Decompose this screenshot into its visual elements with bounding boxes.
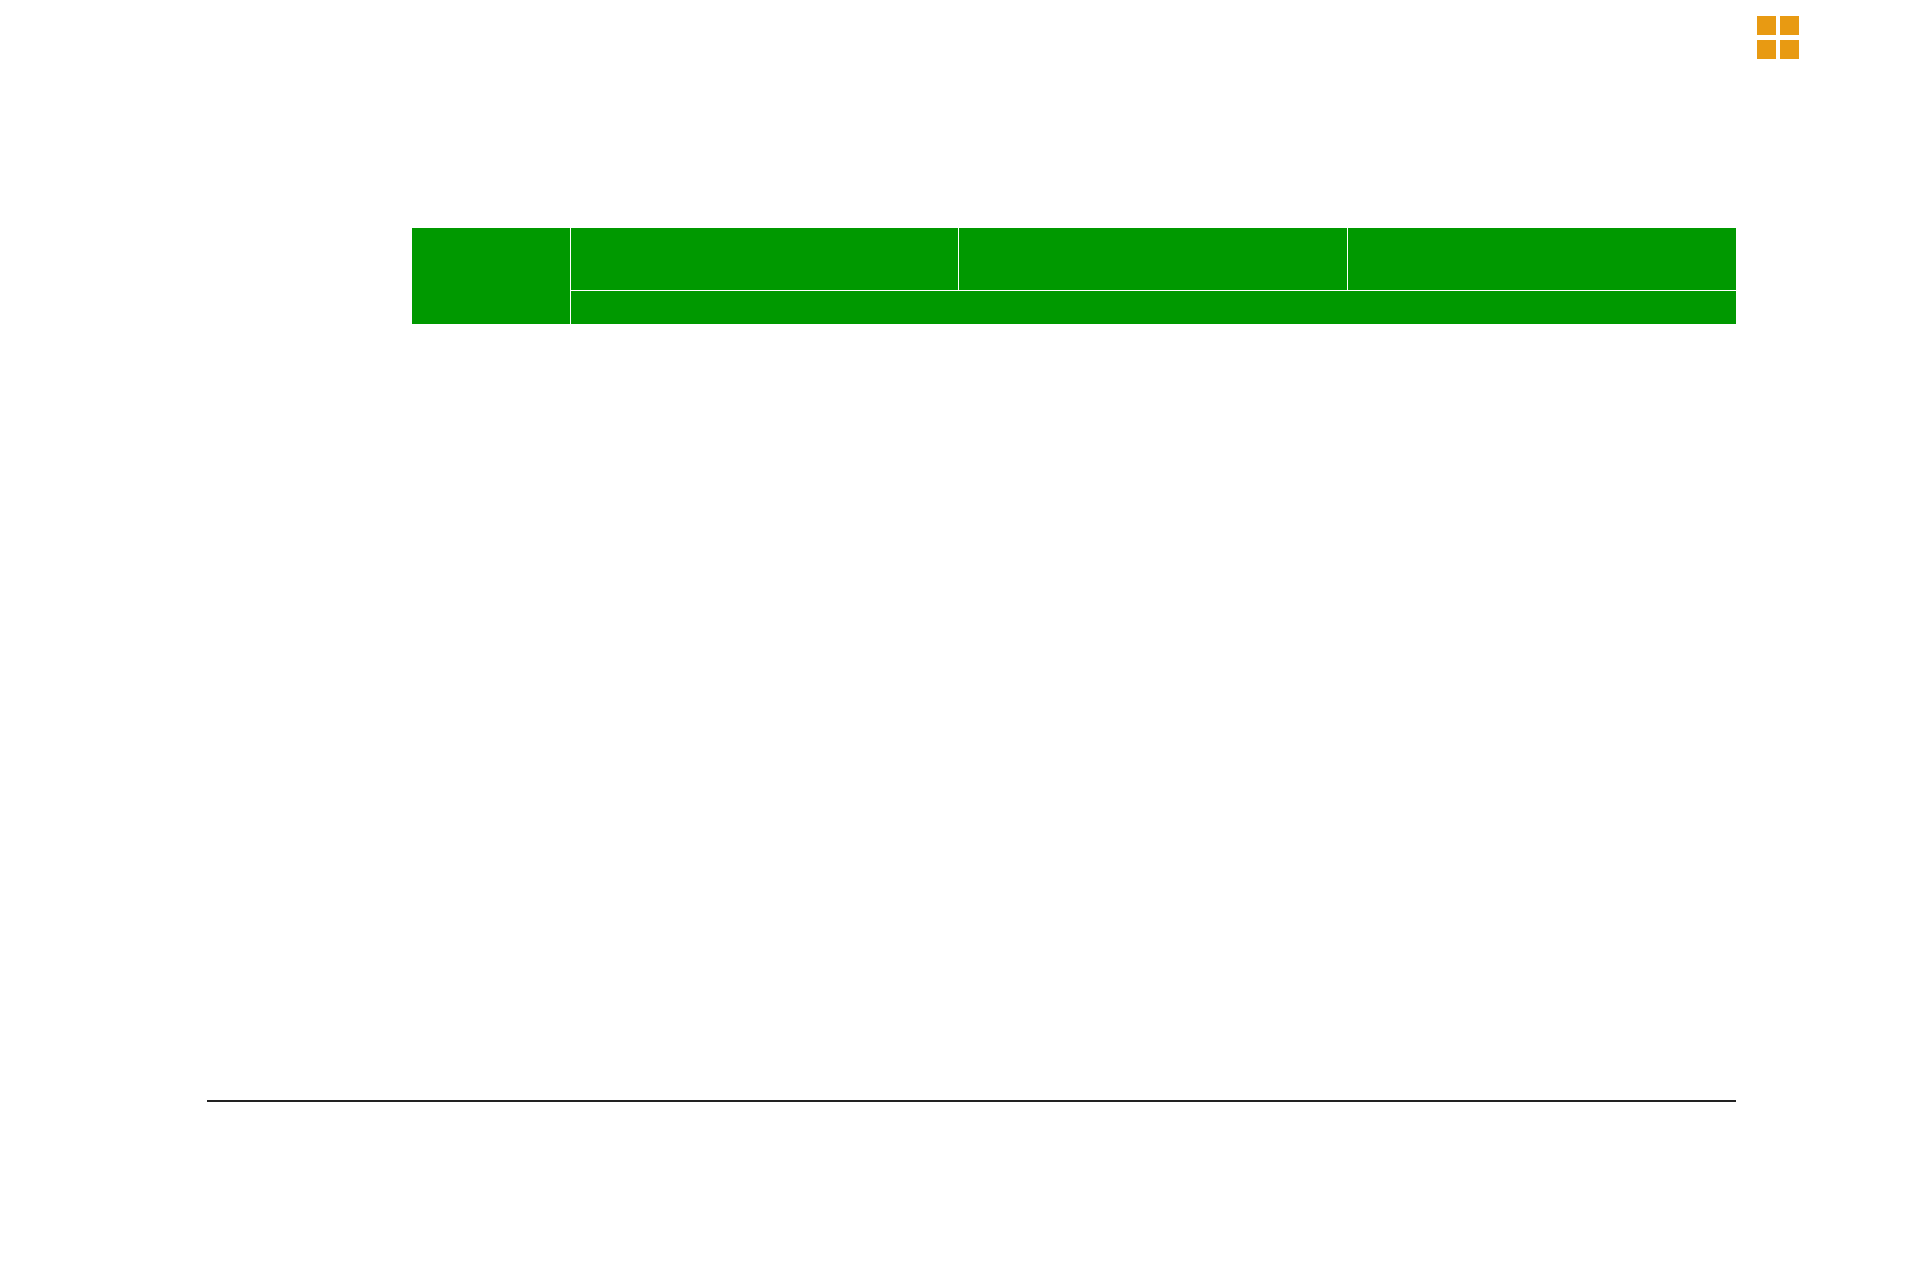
logo-square xyxy=(1780,40,1799,59)
logo-square xyxy=(1780,16,1799,35)
header-year-2022 xyxy=(1347,228,1736,290)
logo xyxy=(1692,2,1892,74)
logo-square xyxy=(1757,40,1776,59)
logo-square xyxy=(1757,16,1776,35)
header-year-2021 xyxy=(958,228,1347,290)
header-unit-row xyxy=(570,290,1736,324)
header-year-2020 xyxy=(570,228,958,290)
header-corner xyxy=(412,228,570,324)
divider-rule xyxy=(207,1100,1736,1102)
